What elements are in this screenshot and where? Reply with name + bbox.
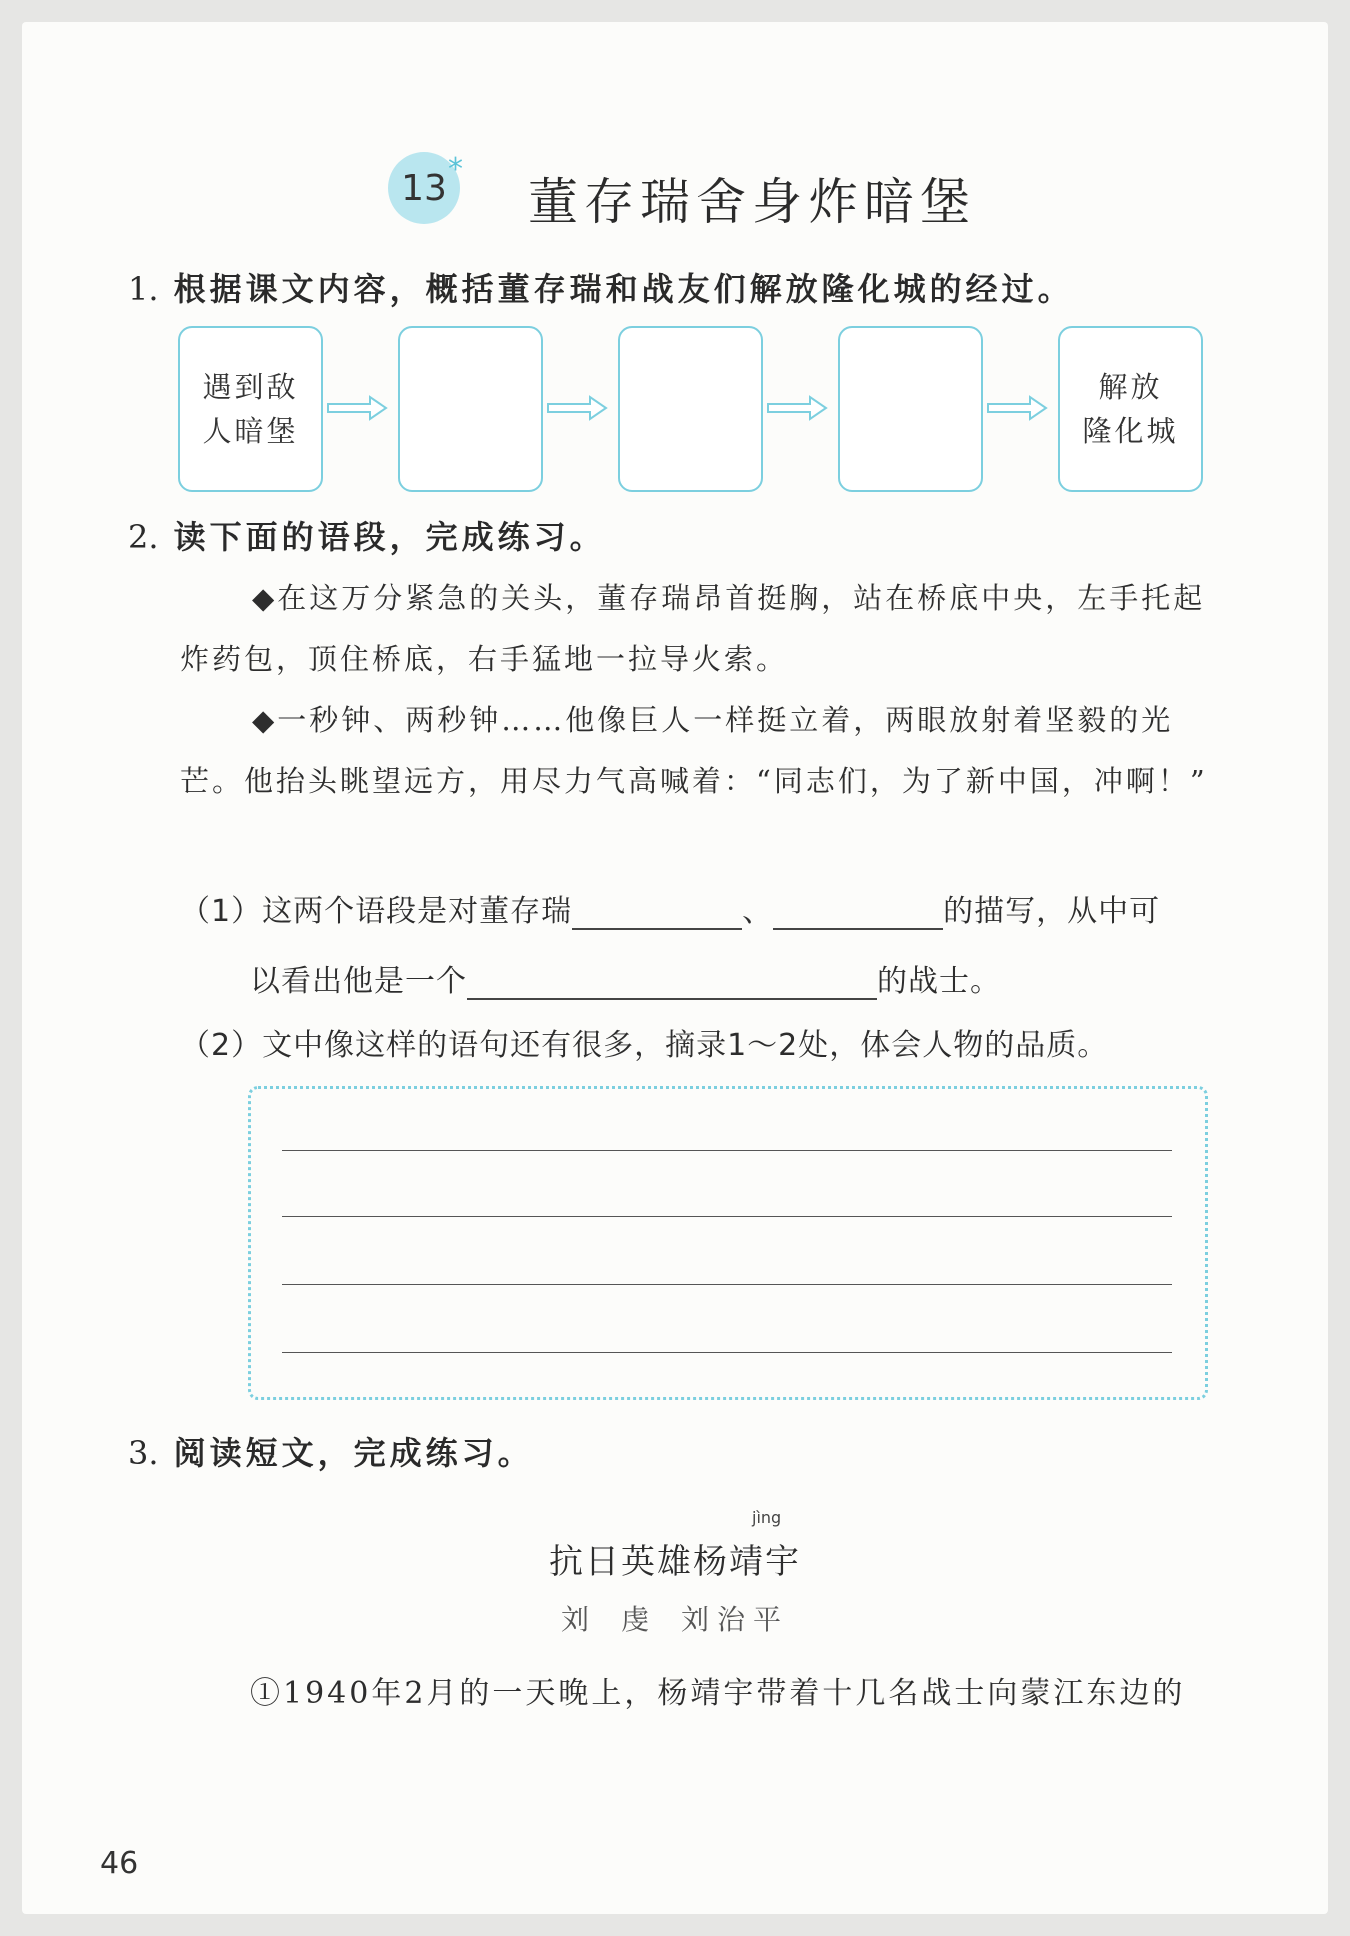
- lesson-title: 董存瑞舍身炸暗堡: [528, 173, 976, 231]
- sub-question-1-line2-a: 以看出他是一个: [250, 964, 467, 999]
- fill-blank-1[interactable]: [572, 898, 742, 930]
- flow-box-1-line1: 遇到敌: [202, 370, 299, 404]
- flow-box-5-line2: 隆化城: [1082, 414, 1179, 448]
- author-given-name: 虔: [620, 1603, 657, 1636]
- answer-line-3[interactable]: [282, 1284, 1172, 1285]
- pinyin-annotation: jìng: [752, 1508, 782, 1527]
- answer-line-2[interactable]: [282, 1216, 1172, 1217]
- story-first-line: ①1940年2月的一天晚上，杨靖宇带着十几名战士向蒙江东边的: [250, 1676, 1186, 1711]
- lesson-number: 13: [401, 167, 447, 209]
- flow-box-5-line1: 解放: [1098, 370, 1163, 404]
- page-number: 46: [100, 1846, 139, 1881]
- fill-blank-2[interactable]: [773, 898, 943, 930]
- question-1-number: 1.: [128, 270, 159, 308]
- story-title: 抗日英雄杨靖宇: [549, 1542, 801, 1582]
- answer-line-4[interactable]: [282, 1352, 1172, 1353]
- passage-1: [180, 568, 1210, 690]
- author-second: 刘治平: [681, 1603, 790, 1636]
- flow-box-1-line2: 人暗堡: [202, 414, 299, 448]
- story-authors: [0, 1598, 1350, 1638]
- fill-blank-3[interactable]: [467, 968, 877, 1000]
- sub-question-1: [180, 886, 1160, 930]
- passage-2: [180, 690, 1210, 812]
- question-2-number: 2.: [128, 518, 159, 556]
- question-2: [128, 512, 606, 558]
- author-surname: 刘: [560, 1603, 597, 1636]
- sub-question-1-sep: 、: [742, 894, 774, 929]
- question-2-text: 读下面的语段，完成练习。: [173, 518, 606, 556]
- flow-box-1: [178, 326, 323, 492]
- sub-question-1-line2-b: 的战士。: [877, 964, 1001, 999]
- passage-2-text: ◆一秒钟、两秒钟……他像巨人一样挺立着，两眼放射着坚毅的光芒。他抬头眺望远方，用尽力气高喊着：“同志们，为了新中国，冲啊！”: [180, 703, 1208, 798]
- flow-box-2[interactable]: [398, 326, 543, 492]
- question-3-number: 3.: [128, 1434, 159, 1472]
- flow-arrow-icon: [546, 394, 608, 422]
- flow-arrow-icon: [986, 394, 1048, 422]
- flow-box-4[interactable]: [838, 326, 983, 492]
- flow-arrow-icon: [326, 394, 388, 422]
- question-3-text: 阅读短文，完成练习。: [173, 1434, 534, 1472]
- question-1: [128, 264, 1074, 310]
- answer-line-1[interactable]: [282, 1150, 1172, 1151]
- sub-question-1-line2: [250, 956, 1001, 1000]
- sub-question-2: （2）文中像这样的语句还有很多，摘录1～2处，体会人物的品质。: [180, 1028, 1109, 1063]
- flow-arrow-icon: [766, 394, 828, 422]
- passage-1-text: ◆在这万分紧急的关头，董存瑞昂首挺胸，站在桥底中央，左手托起炸药包，顶住桥底，右手猛地一拉导火索。: [180, 581, 1206, 676]
- flow-box-5: [1058, 326, 1203, 492]
- lesson-star-mark: *: [448, 152, 463, 187]
- question-1-text: 根据课文内容，概括董存瑞和战友们解放隆化城的经过。: [173, 270, 1074, 308]
- question-3: [128, 1428, 534, 1474]
- sub-question-1-part1: （1）这两个语段是对董存瑞: [180, 894, 573, 929]
- sub-question-1-part2: 的描写，从中可: [943, 894, 1161, 929]
- flow-box-3[interactable]: [618, 326, 763, 492]
